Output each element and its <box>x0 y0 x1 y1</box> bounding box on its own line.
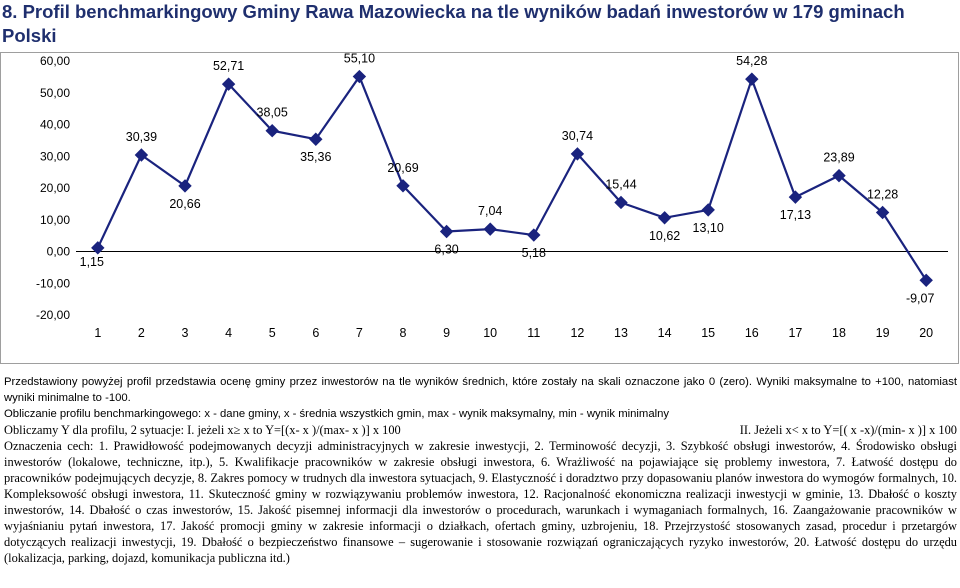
data-label: -9,07 <box>905 291 935 306</box>
data-label: 7,04 <box>478 204 503 219</box>
data-label: 23,89 <box>823 150 855 165</box>
line-chart <box>0 52 960 364</box>
formula-definition <box>4 406 957 422</box>
y-tick-label: 40,00 <box>39 117 70 132</box>
x-tick-label: 3 <box>181 326 189 340</box>
x-tick-label: 2 <box>137 326 145 340</box>
x-tick-label: 4 <box>225 326 233 340</box>
feature-legend: Oznaczenia cech: 1. Prawidłowość podejmowanych decyzji administracyjnych w zakresie inwestycji, 2. Terminowość decyzji, 3. Szybkość obsługi inwestorów, 4. Środowisko obsługi inwestorów (lokalowe, techniczne, itp.), 5. Kwalifikacje pracowników w zakresie obsługi inwestora, 6. Wrażliwość na pojawiające się problemy inwestora, 7. Łatwość dostępu do pracowników podejmujących decyzje, 8. Zakres pomocy w trudnych dla inwestora sytuacjach, 9. Elastyczność i doradztwo przy dopasowaniu planów inwestora do wymogów formalnych, 10. Kompleksowość obsługi inwestora, 11. Skuteczność gminy w rozwiązywaniu problemów inwestora, 12. Racjonalność ekonomiczna realizacji inwestycji w gminie, 13. Dbałość o koszty inwestorów, 14. Dbałość o czas inwestorów, 15. Jakość pisemnej informacji dla inwestorów o procedurach, warunkach i wymaganiach formalnych, 16. Zaangażowanie pracowników w wyjaśnianiu pytań inwestora, 17. Jakość promocji gminy w zakresie informacji o działkach, ofertach gminy, uzbrojeniu, 18. Przejrzystość stosowanych zasad, procedur i przetargów dotyczących realizacji inwestycji, 19. Dbałość o bezpieczeństwo finansowe – sugerowanie i stosowanie rozwiązań ograniczających ryzyko inwestorów, 20. Łatwość dostępu do urzędu (lokalizacja, parking, dojazd, komunikacja publiczna itd.) <box>4 439 957 565</box>
data-label: 13,10 <box>692 220 724 235</box>
x-tick-label: 18 <box>832 326 846 340</box>
chart-svg <box>0 52 960 364</box>
data-label: 10,62 <box>648 228 681 243</box>
x-tick-label: 11 <box>527 326 541 340</box>
explanation-text <box>4 374 957 566</box>
x-tick-label: 20 <box>919 326 934 340</box>
x-tick-label: 12 <box>570 326 585 340</box>
x-tick-label: 19 <box>875 326 890 340</box>
data-label: 12,28 <box>866 187 899 202</box>
data-label: 38,05 <box>256 105 288 120</box>
data-label: 30,74 <box>561 128 594 143</box>
x-tick-label: 15 <box>701 326 716 340</box>
y-tick-label: 0,00 <box>46 244 70 259</box>
x-tick-label: 5 <box>268 326 276 340</box>
x-tick-label: 14 <box>657 326 672 340</box>
x-tick-label: 13 <box>614 326 628 340</box>
formula-text: Obliczanie profilu benchmarkingowego: x - dane gminy, x - średnia wszystkich gmin, max - wynik maksymalny, min - wynik minimalny <box>4 408 670 420</box>
x-tick-label: 6 <box>312 326 320 340</box>
formula-case-2: II. Jeżeli x< x to Y=[( x -x)/(min- x )] x 100 <box>739 423 957 437</box>
y-tick-label: 60,00 <box>39 54 70 68</box>
data-label: 1,15 <box>79 254 104 269</box>
y-tick-label: 30,00 <box>39 149 70 164</box>
y-tick-label: -20,00 <box>35 308 70 322</box>
formula-case-1: Obliczamy Y dla profilu, 2 sytuacje: I. jeżeli x≥ x to Y=[(x- x )/(max- x )] x 100 <box>4 423 401 437</box>
intro-paragraph: Przedstawiony powyżej profil przedstawia ocenę gminy przez inwestorów na tle wyników średnich, które zostały na skali oznaczone jako 0 (zero). Wyniki maksymalne to +100, natomiast wyniki minimalne to -100. <box>4 376 957 404</box>
page-title: 8. Profil benchmarkingowy Gminy Rawa Mazowiecka na tle wyników badań inwestorów w 179 gminach Polski <box>2 1 905 46</box>
x-tick-label: 16 <box>744 326 759 340</box>
formula-cases <box>4 422 957 438</box>
x-tick-label: 10 <box>483 326 498 340</box>
y-tick-label: 20,00 <box>39 181 70 195</box>
y-tick-label: 10,00 <box>39 212 70 227</box>
data-label: 6,30 <box>434 242 459 257</box>
data-label: 15,44 <box>605 177 637 192</box>
data-label: 35,36 <box>300 150 332 165</box>
x-tick-label: 1 <box>94 326 102 340</box>
y-tick-label: -10,00 <box>35 276 70 291</box>
data-label: 17,13 <box>779 208 812 223</box>
data-label: 5,18 <box>521 246 546 261</box>
data-label: 52,71 <box>212 59 245 74</box>
data-label: 20,69 <box>387 160 419 175</box>
data-label: 54,28 <box>736 54 768 69</box>
x-tick-label: 8 <box>399 326 407 340</box>
x-tick-label: 9 <box>443 326 451 340</box>
y-tick-label: 50,00 <box>39 85 70 100</box>
data-label: 30,39 <box>125 130 158 145</box>
x-tick-label: 7 <box>355 326 363 340</box>
data-label: 55,10 <box>343 52 376 66</box>
data-label: 20,66 <box>169 196 201 211</box>
x-tick-label: 17 <box>788 326 803 340</box>
